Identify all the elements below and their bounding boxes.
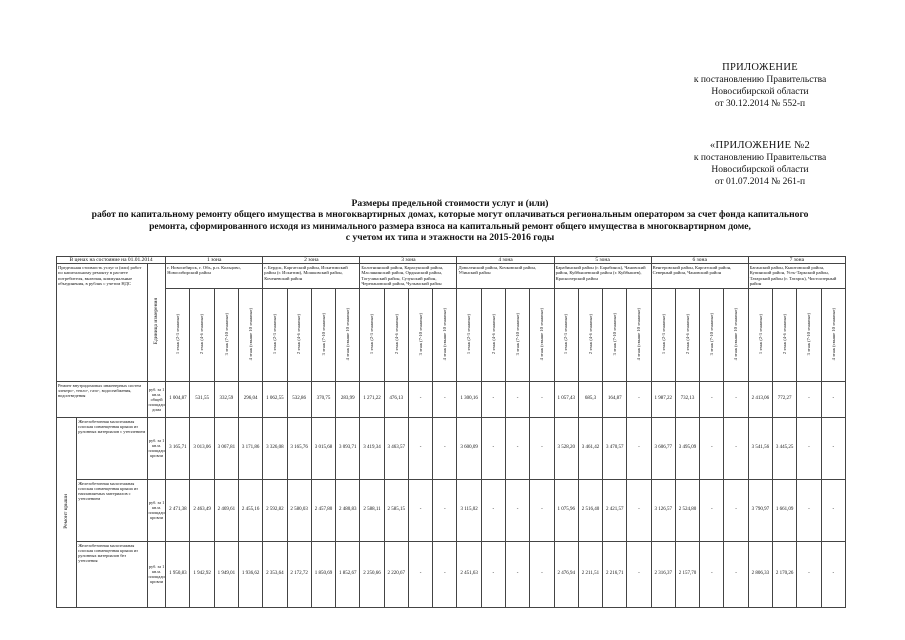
corner-label: Предельная стоимость услуг и (или) работ по капитальному ремонту в расчете потребителя, включая, коммунальные объединения, в рублях с учетом НДС [57, 264, 148, 382]
table-row [57, 417, 846, 479]
price-cell: 296,04 [238, 381, 262, 417]
document-title [40, 198, 860, 244]
price-cell: 3 606,77 [651, 417, 675, 479]
price-cell: 3 528,20 [554, 417, 578, 479]
price-cell: 3 419,34 [360, 417, 384, 479]
floor-column-header-text: 4 этаж (свыше 10 этажные) [830, 307, 836, 361]
price-cell: - [481, 417, 505, 479]
floor-column-header [748, 288, 772, 381]
floor-column-header-text: 1 этаж (2-3 этажные) [466, 313, 472, 354]
title-line-2: работ по капитальному ремонту общего имущества в многоквартирных домах, которые могут оплачиваться региональным оператором за счет фонда капитального [91, 209, 809, 221]
price-cell: - [506, 541, 530, 607]
price-cell: - [724, 541, 748, 607]
price-cell: 2 220,67 [384, 541, 408, 607]
price-cell: 1 661,09 [773, 479, 797, 541]
floor-column-header [724, 288, 748, 381]
floor-column-header [457, 288, 481, 381]
floor-column-header-text: 4 этаж (свыше 10 этажные) [733, 307, 739, 361]
work-name: Железобетонная малоэтажная плоская совмещенная крыша из рулонных материалов с утеплением [77, 417, 148, 479]
table-row [57, 541, 846, 607]
price-cell: 3 326,08 [263, 417, 287, 479]
price-cell: 1 057,43 [554, 381, 578, 417]
zone-districts: Венгеровский район, Каргатский район, Северный район, Чановский район [651, 264, 748, 289]
group-label-text: Ремонт крыши [62, 494, 69, 529]
floor-column-header [360, 288, 384, 381]
floor-column-header-text: 2 этаж (4-6 этажные) [587, 313, 593, 354]
price-cell: - [506, 381, 530, 417]
appendix-1-line-2: Новосибирской области [711, 87, 809, 97]
group-label [57, 417, 77, 607]
price-cell: 685,3 [578, 381, 602, 417]
price-cell: 3 470,57 [603, 417, 627, 479]
price-cell: - [797, 479, 821, 541]
floor-column-header-text: 4 этаж (свыше 10 этажные) [345, 307, 351, 361]
price-cell: 3 445,25 [773, 417, 797, 479]
floor-column-header [675, 288, 699, 381]
floor-column-header [773, 288, 797, 381]
price-cell: 2 451,63 [457, 541, 481, 607]
price-cell: 3 067,81 [214, 417, 238, 479]
price-cell: 164,87 [603, 381, 627, 417]
unit-cell: руб. за 1 кв.м. площади кровли [148, 541, 166, 607]
floor-column-header [821, 288, 845, 381]
floor-column-header-text: 4 этаж (свыше 10 этажные) [247, 307, 253, 361]
price-cell: 2 806,33 [748, 541, 772, 607]
price-cell: 1 062,55 [263, 381, 287, 417]
header-row-districts [57, 264, 846, 289]
floor-column-header [336, 288, 360, 381]
zone-name: 7 зона [748, 257, 845, 264]
price-cell: 476,13 [384, 381, 408, 417]
appendix-2-line-2: Новосибирской области [711, 165, 809, 175]
appendix-1-heading: ПРИЛОЖЕНИЕ [722, 62, 798, 73]
price-cell: 1 850,69 [311, 541, 335, 607]
price-cell: - [506, 417, 530, 479]
floor-column-header-text: 2 этаж (4-6 этажные) [781, 313, 787, 354]
header-row-zones [57, 257, 846, 264]
floor-column-header-text: 4 этаж (свыше 10 этажные) [442, 307, 448, 361]
floor-column-header [287, 288, 311, 381]
price-cell: 283,99 [336, 381, 360, 417]
price-cell: 2 516,40 [578, 479, 602, 541]
price-cell: 3 495,09 [675, 417, 699, 479]
zone-districts: Баганский район, Кыштовский район, Купинский район, Усть-Таркский район, Татарский район (г. Татарск), Чистоозерный район [748, 264, 845, 289]
price-cell: - [530, 541, 554, 607]
price-cell: 370,75 [311, 381, 335, 417]
price-table [56, 256, 846, 608]
floor-column-header [651, 288, 675, 381]
floor-column-header-text: 3 этаж (7-10 этажные) [514, 312, 520, 356]
price-cell: 2 316,37 [651, 541, 675, 607]
floor-column-header [481, 288, 505, 381]
price-cell: - [408, 479, 432, 541]
floor-column-header [311, 288, 335, 381]
price-cell: - [433, 381, 457, 417]
price-cell: - [700, 381, 724, 417]
floor-column-header-text: 3 этаж (7-10 этажные) [223, 312, 229, 356]
price-cell: - [627, 479, 651, 541]
floor-column-header [797, 288, 821, 381]
floor-column-header [166, 288, 190, 381]
floor-column-header [578, 288, 602, 381]
floor-column-header-text: 1 этаж (2-3 этажные) [272, 313, 278, 354]
floor-column-header-text: 2 этаж (4-6 этажные) [393, 313, 399, 354]
price-cell: 3 015,68 [311, 417, 335, 479]
floor-column-header [190, 288, 214, 381]
price-cell: 3 790,97 [748, 479, 772, 541]
work-name: Ремонт внутридомовых инженерных систем электро-, тепло-, газо-, водоснабжения, водоотведения [57, 381, 148, 417]
floor-column-header [530, 288, 554, 381]
table-row [57, 381, 846, 417]
floor-column-header-text: 3 этаж (7-10 этажные) [709, 312, 715, 356]
floor-column-header-text: 1 этаж (2-3 этажные) [563, 313, 569, 354]
title-line-4: с учетом их типа и этажности на 2015-2016 годы [345, 232, 555, 244]
price-cell: 1 987,22 [651, 381, 675, 417]
price-cell: - [627, 541, 651, 607]
price-cell: 1 300,16 [457, 381, 481, 417]
price-cell: - [700, 541, 724, 607]
title-line-3: ремонта, сформированного исходя из минимального размера взноса на капитальный ремонт общего имущества в многоквартирном доме, [149, 220, 751, 232]
price-cell: - [821, 417, 845, 479]
price-cell: 2 455,16 [238, 479, 262, 541]
price-cell: 2 250,66 [360, 541, 384, 607]
price-cell: 3 461,42 [578, 417, 602, 479]
price-cell: 1 271,22 [360, 381, 384, 417]
zone-districts: г. Новосибирск, г. Обь, р.п. Кольцово, Новосибирский район [166, 264, 263, 289]
zone-name: 2 зона [263, 257, 360, 264]
price-cell: 3 115,02 [457, 479, 481, 541]
price-table-wrapper [56, 256, 846, 620]
price-cell: 2 353,64 [263, 541, 287, 607]
appendix-1-block [660, 62, 860, 110]
price-cell: - [700, 479, 724, 541]
price-cell: - [724, 417, 748, 479]
price-cell: 2 463,49 [190, 479, 214, 541]
price-cell: - [821, 479, 845, 541]
work-name: Железобетонная малоэтажная плоская совмещенная крыша из наплавляемых материалов с утеплением [77, 479, 148, 541]
floor-column-header [433, 288, 457, 381]
appendix-2-heading: «ПРИЛОЖЕНИЕ №2 [709, 140, 811, 151]
floor-column-header-text: 4 этаж (свыше 10 этажные) [539, 307, 545, 361]
price-cell: 2 469,61 [214, 479, 238, 541]
price-cell: - [797, 541, 821, 607]
floor-column-header [238, 288, 262, 381]
price-cell: 2 524,80 [675, 479, 699, 541]
floor-column-header [627, 288, 651, 381]
floor-column-header [603, 288, 627, 381]
price-cell: - [481, 541, 505, 607]
price-cell: - [724, 381, 748, 417]
price-cell: 2 580,03 [287, 479, 311, 541]
floor-column-header-text: 3 этаж (7-10 этажные) [320, 312, 326, 356]
zone-name: 5 зона [554, 257, 651, 264]
floor-column-header-text: 2 этаж (4-6 этажные) [296, 313, 302, 354]
price-cell: 732,13 [675, 381, 699, 417]
price-cell: - [821, 541, 845, 607]
zone-name: 6 зона [651, 257, 748, 264]
floor-column-header [408, 288, 432, 381]
zone-districts: Барабинский район (г. Барабинск), Чановский район, Куйбышевский район (г. Куйбышев), Краснозерский район [554, 264, 651, 289]
price-cell: 2 172,72 [287, 541, 311, 607]
price-cell: 1 936,62 [238, 541, 262, 607]
price-cell: 2 476,94 [554, 541, 578, 607]
zone-districts: г. Бердск, Каргатский район, Искитимский район (г. Искитим), Мошковский район, Коченевский район [263, 264, 360, 289]
price-cell: 3 165,71 [166, 417, 190, 479]
zone-name: 3 зона [360, 257, 457, 264]
header-row-floors [57, 288, 846, 381]
appendix-1-line-1: к постановлению Правительства [693, 75, 827, 85]
price-cell: - [481, 381, 505, 417]
floor-column-header-text: 3 этаж (7-10 этажные) [417, 312, 423, 356]
price-cell: 3 463,57 [384, 417, 408, 479]
price-cell: - [481, 479, 505, 541]
floor-column-header-text: 1 этаж (2-3 этажные) [175, 313, 181, 354]
price-cell: - [433, 479, 457, 541]
price-cell: 1 950,83 [166, 541, 190, 607]
prices-note: В ценах на состояние на 01.01.2014 [57, 257, 166, 264]
price-cell: - [530, 381, 554, 417]
price-cell: 3 093,71 [336, 417, 360, 479]
price-cell: 3 165,76 [287, 417, 311, 479]
floor-column-header [384, 288, 408, 381]
appendix-2-line-3: от 01.07.2014 № 261-п [714, 177, 806, 187]
price-cell: 2 585,15 [384, 479, 408, 541]
price-cell: - [797, 381, 821, 417]
price-cell: 2 211,51 [578, 541, 602, 607]
price-cell: 3 013,06 [190, 417, 214, 479]
floor-column-header [263, 288, 287, 381]
price-cell: 2 457,80 [311, 479, 335, 541]
price-cell: 1 852,67 [336, 541, 360, 607]
price-cell: 1 004,87 [166, 381, 190, 417]
floor-column-header-text: 3 этаж (7-10 этажные) [612, 312, 618, 356]
floor-column-header [700, 288, 724, 381]
appendix-2-block [660, 140, 860, 188]
unit-header-text: Единица измерения [152, 298, 159, 345]
floor-column-header-text: 2 этаж (4-6 этажные) [490, 313, 496, 354]
unit-header [148, 264, 166, 382]
zone-name: 1 зона [166, 257, 263, 264]
price-cell: 2 216,71 [603, 541, 627, 607]
floor-column-header-text: 3 этаж (7-10 этажные) [806, 312, 812, 356]
price-cell: - [433, 417, 457, 479]
price-cell: 332,59 [214, 381, 238, 417]
price-cell: 532,86 [287, 381, 311, 417]
price-cell: 2 170,26 [773, 541, 797, 607]
floor-column-header-text: 4 этаж (свыше 10 этажные) [636, 307, 642, 361]
price-cell: 1 075,96 [554, 479, 578, 541]
work-name: Железобетонная малоэтажная плоская совмещенная крыша из рулонных материалов без утепления [77, 541, 148, 607]
price-cell: - [700, 417, 724, 479]
price-cell: 3 600,09 [457, 417, 481, 479]
zone-name: 4 зона [457, 257, 554, 264]
floor-column-header-text: 2 этаж (4-6 этажные) [684, 313, 690, 354]
appendix-2-line-1: к постановлению Правительства [693, 153, 827, 163]
price-cell: 3 126,57 [651, 479, 675, 541]
price-cell: - [408, 417, 432, 479]
floor-column-header-text: 1 этаж (2-3 этажные) [660, 313, 666, 354]
unit-cell: руб. за 1 кв.м. площади кровли [148, 479, 166, 541]
price-cell: 1 942,92 [190, 541, 214, 607]
price-cell: 2 592,82 [263, 479, 287, 541]
price-cell: 1 949,01 [214, 541, 238, 607]
price-cell: - [530, 417, 554, 479]
floor-column-header [214, 288, 238, 381]
price-cell: - [821, 381, 845, 417]
zone-districts: Болотнинский район, Карасукский район, Маслянинский район, Ордынский район, Тогучинский район, Сузунский район, Черепановский район, Чулымский район [360, 264, 457, 289]
floor-column-header [554, 288, 578, 381]
price-cell: - [724, 479, 748, 541]
price-cell: - [506, 479, 530, 541]
floor-column-header-text: 1 этаж (2-3 этажные) [369, 313, 375, 354]
price-cell: - [530, 479, 554, 541]
price-cell: - [797, 417, 821, 479]
floor-column-header-text: 2 этаж (4-6 этажные) [199, 313, 205, 354]
price-cell: - [408, 541, 432, 607]
unit-cell: руб. за 1 кв.м. площади кровли [148, 417, 166, 479]
price-cell: 2 413,06 [748, 381, 772, 417]
price-cell: - [408, 381, 432, 417]
table-row [57, 479, 846, 541]
price-cell: 772,27 [773, 381, 797, 417]
price-cell: 2 157,70 [675, 541, 699, 607]
price-cell: - [433, 541, 457, 607]
price-cell: - [627, 381, 651, 417]
floor-column-header [506, 288, 530, 381]
price-cell: 3 541,56 [748, 417, 772, 479]
title-line-1: Размеры предельной стоимости услуг и (или) [351, 198, 549, 209]
floor-column-header-text: 1 этаж (2-3 этажные) [757, 313, 763, 354]
price-cell: 2 421,57 [603, 479, 627, 541]
price-cell: 2 471,38 [166, 479, 190, 541]
price-cell: 3 171,86 [238, 417, 262, 479]
unit-cell: руб. за 1 кв.м. общей площади дома [148, 381, 166, 417]
price-cell: 2 588,11 [360, 479, 384, 541]
price-cell: 531,55 [190, 381, 214, 417]
appendix-1-line-3: от 30.12.2014 № 552-п [714, 99, 806, 109]
price-cell: - [627, 417, 651, 479]
price-cell: 2 480,83 [336, 479, 360, 541]
zone-districts: Доволенский район, Кочковский район, Убинский район [457, 264, 554, 289]
